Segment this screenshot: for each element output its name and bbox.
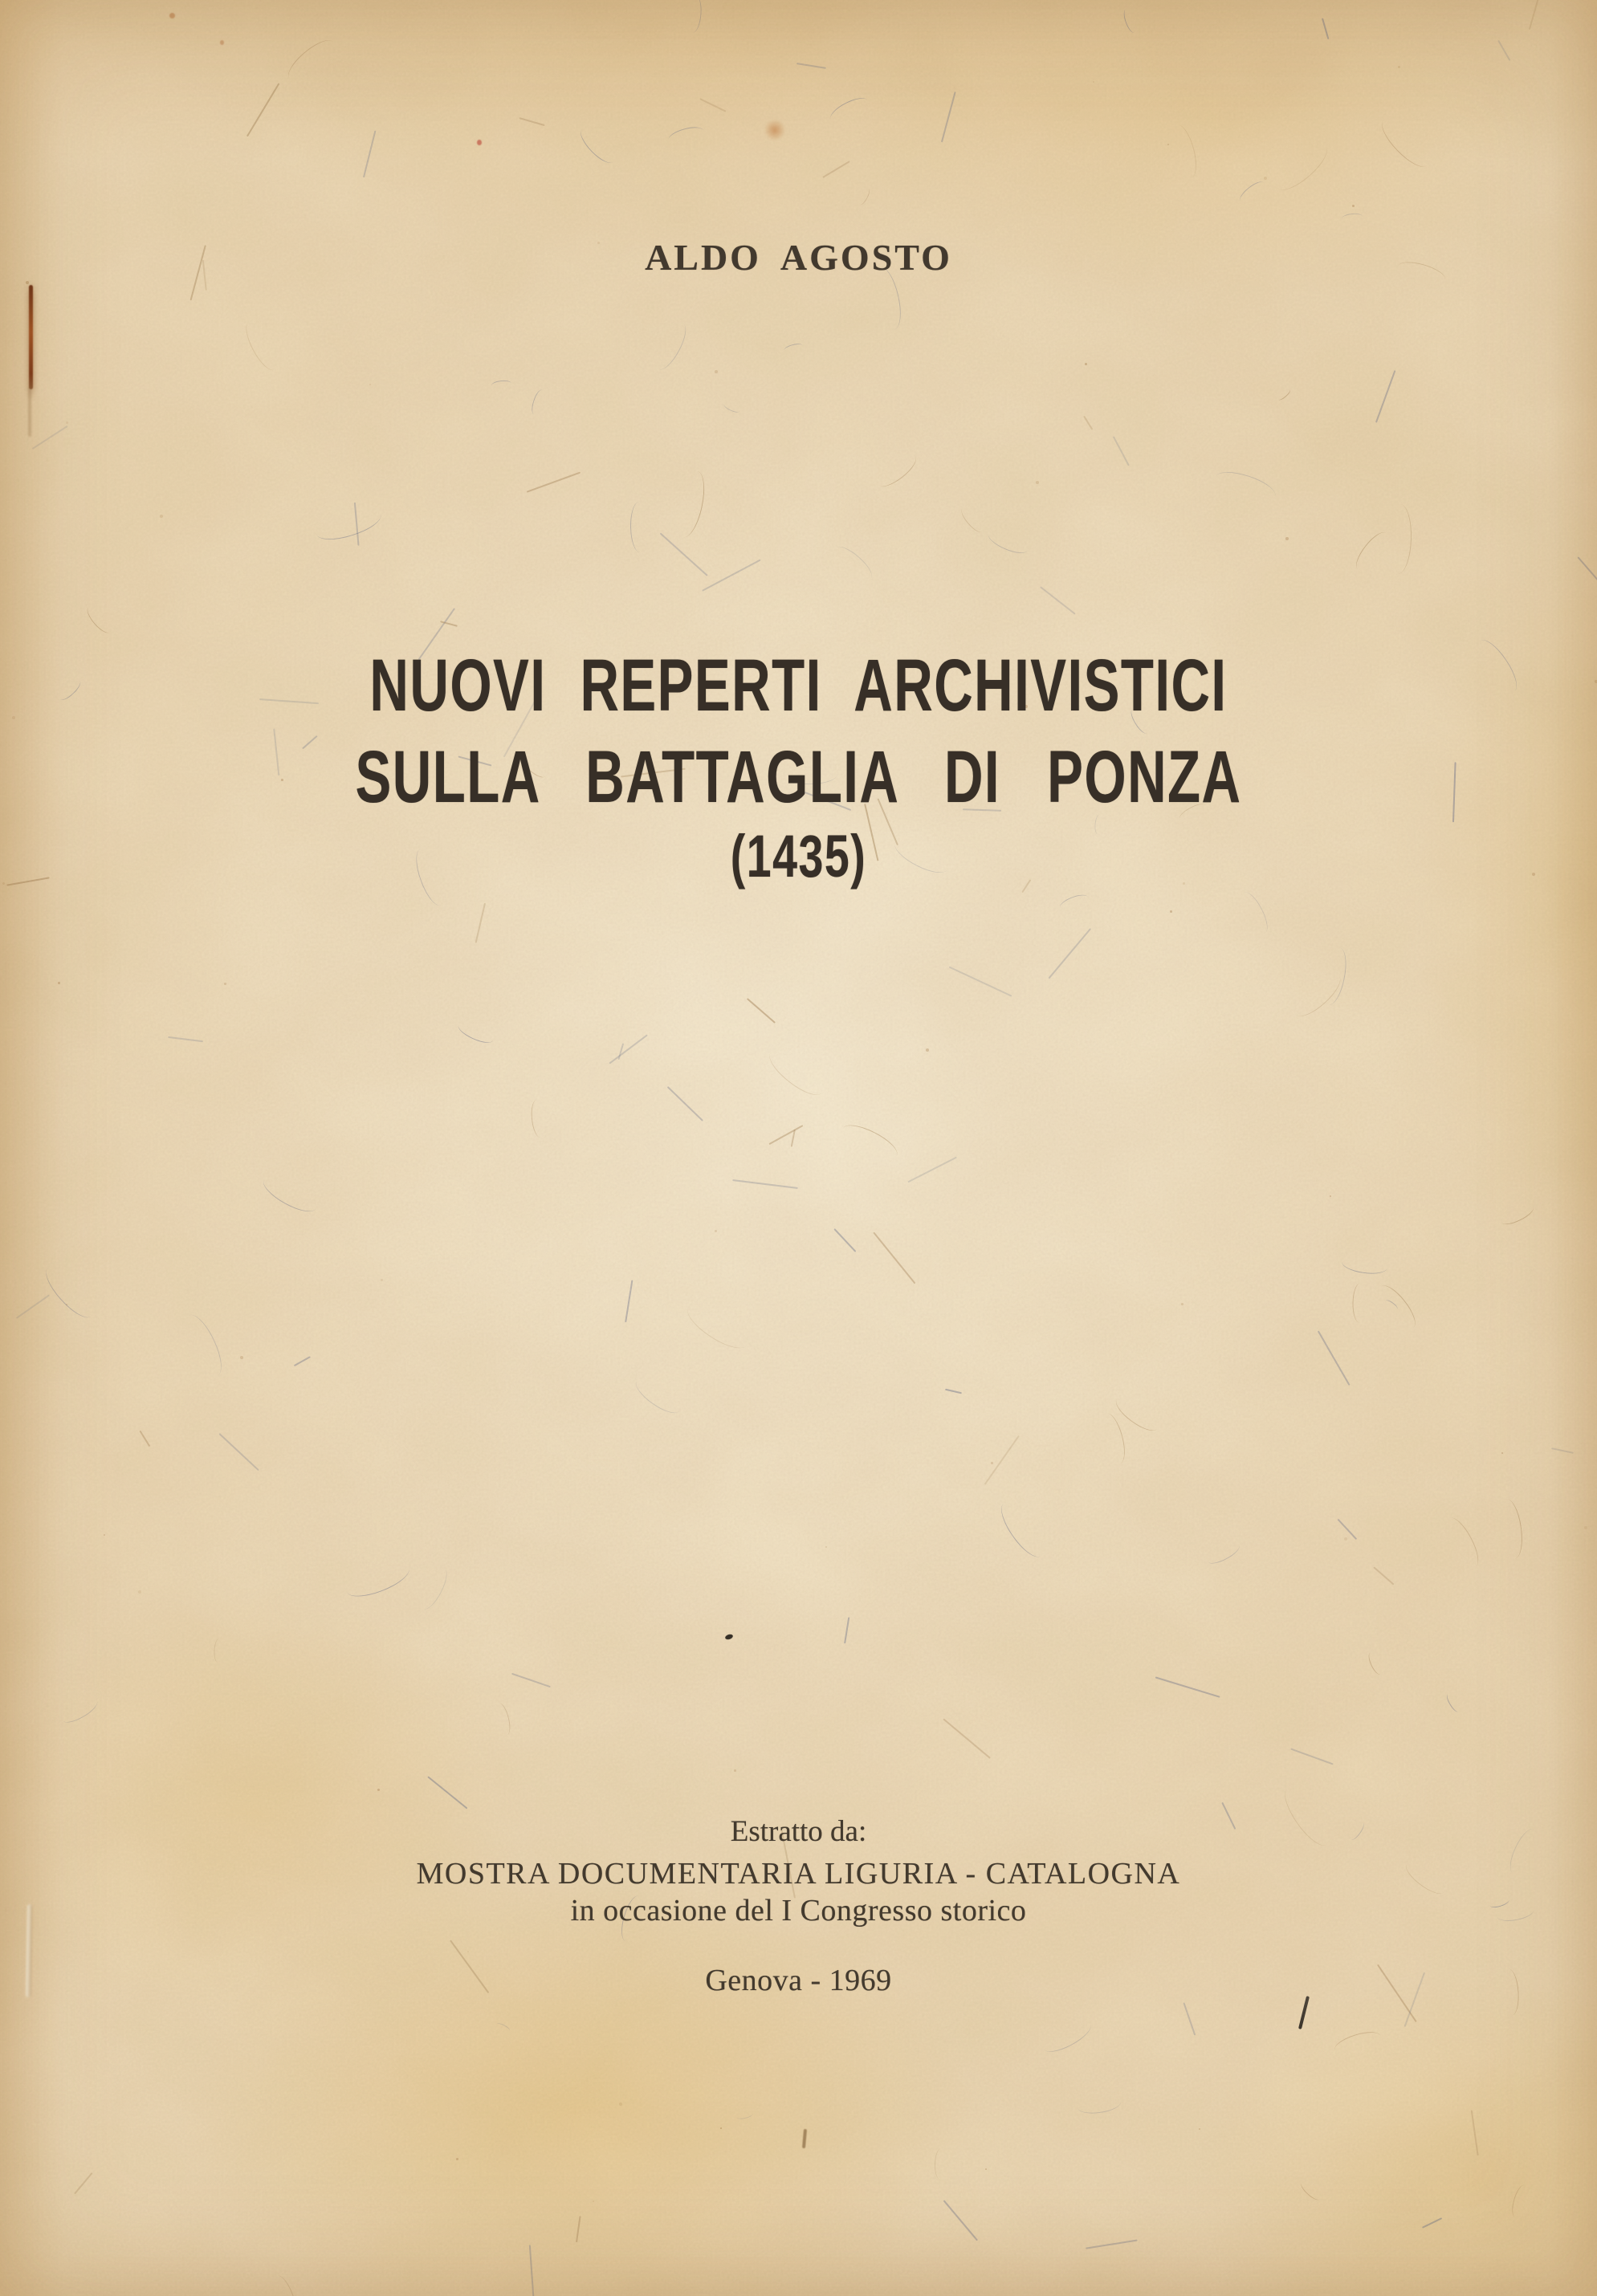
paper-fiber: [1039, 2016, 1095, 2058]
paper-fiber: [874, 450, 921, 492]
paper-fiber: [1385, 503, 1412, 574]
paper-fiber: [732, 1179, 798, 1189]
paper-speck: [138, 1590, 141, 1594]
paper-fiber: [440, 621, 458, 626]
paper-fiber: [941, 92, 955, 142]
paper-fiber: [529, 2245, 535, 2296]
paper-fiber: [791, 1130, 796, 1147]
paper-fiber: [625, 1280, 634, 1322]
paper-fiber: [943, 2200, 978, 2241]
paper-fiber: [1155, 1677, 1220, 1698]
title-year: (1435): [730, 823, 867, 889]
paper-fiber: [1212, 466, 1279, 507]
paper-fiber: [1298, 2179, 1323, 2203]
main-title: [216, 640, 1382, 823]
paper-speck: [593, 2200, 594, 2202]
paper-speck: [1501, 1452, 1503, 1454]
paper-fiber: [834, 1228, 857, 1252]
rust-speck: [220, 40, 224, 45]
paper-fiber: [629, 502, 649, 552]
paper-speck: [12, 716, 15, 719]
paper-fiber: [723, 401, 740, 414]
paper-fiber: [830, 542, 877, 585]
paper-fiber: [907, 1157, 956, 1183]
paper-fiber: [511, 1673, 551, 1687]
paper-fiber: [1374, 1566, 1395, 1585]
paper-speck: [456, 2158, 458, 2160]
paper-fiber: [6, 877, 49, 885]
paper-fiber: [1290, 1748, 1333, 1765]
paper-fiber: [576, 124, 619, 168]
paper-speck: [1181, 1303, 1183, 1305]
red-ink-speck: [477, 140, 482, 145]
paper-fiber: [259, 1170, 321, 1218]
paper-fiber: [1452, 762, 1456, 822]
staple-indent-top: [28, 387, 31, 437]
paper-fiber: [1049, 928, 1091, 979]
paper-fiber: [651, 320, 691, 373]
paper-fiber: [342, 1557, 413, 1603]
paper-fiber: [1167, 122, 1201, 180]
paper-fiber: [1351, 528, 1393, 575]
paper-fiber: [1183, 2002, 1196, 2035]
paper-speck: [926, 1048, 929, 1052]
paper-fiber: [984, 1435, 1020, 1485]
paper-speck: [369, 384, 371, 385]
paper-fiber: [294, 1357, 311, 1367]
paper-fiber: [699, 98, 726, 112]
paper-fiber: [1083, 416, 1093, 430]
paper-fiber: [822, 161, 849, 177]
paper-speck: [1093, 81, 1094, 83]
paper-fiber: [857, 186, 871, 206]
paper-fiber: [1472, 634, 1524, 697]
paper-fiber: [39, 1260, 100, 1325]
paper-fiber: [1509, 2184, 1531, 2220]
pen-stroke-mark: [1298, 1996, 1310, 2029]
paper-fiber: [1342, 213, 1363, 223]
paper-fiber: [140, 1431, 151, 1447]
paper-fiber: [631, 1374, 685, 1419]
paper-fiber: [994, 1496, 1050, 1562]
paper-fiber: [783, 342, 804, 354]
paper-fiber: [609, 1034, 647, 1064]
paper-speck: [240, 1356, 243, 1359]
paper-fiber: [218, 1433, 259, 1471]
paper-fiber: [283, 34, 340, 87]
paper-speck: [1352, 205, 1355, 207]
paper-fiber: [681, 1297, 753, 1356]
rust-speck: [169, 13, 175, 18]
paper-fiber: [1496, 1497, 1526, 1560]
paper-fiber: [246, 83, 279, 136]
staple-rust-mark-top: [29, 285, 33, 389]
paper-speck: [825, 1546, 827, 1548]
paper-speck: [1036, 481, 1039, 484]
paper-speck: [104, 1534, 105, 1536]
paper-fiber: [519, 117, 544, 126]
paper-fiber: [354, 503, 359, 546]
paper-fiber: [764, 1044, 829, 1102]
paper-speck: [1330, 1195, 1331, 1197]
paper-speck: [619, 2103, 622, 2106]
paper-fiber: [1529, 0, 1542, 30]
paper-speck: [1398, 66, 1400, 68]
paper-speck: [985, 2168, 987, 2170]
paper-fiber: [530, 1099, 548, 1138]
paper-fiber: [1422, 2217, 1442, 2228]
paper-fiber: [769, 1125, 804, 1145]
paper-fiber: [672, 469, 710, 539]
imprint-place-year: Genova - 1969: [705, 1964, 892, 1997]
paper-speck: [381, 1279, 383, 1281]
paper-fiber: [84, 603, 115, 636]
paper-fiber: [686, 0, 703, 33]
paper-fiber: [796, 63, 826, 68]
paper-fiber: [1058, 892, 1090, 913]
paper-fiber: [178, 1310, 228, 1381]
paper-fiber: [529, 389, 546, 416]
paper-speck: [1285, 537, 1289, 540]
paper-fiber: [1551, 1447, 1574, 1453]
paper-speck: [1085, 363, 1087, 365]
paper-fiber: [660, 533, 708, 576]
paper-fiber: [667, 1086, 703, 1122]
paper-fiber: [1040, 586, 1075, 614]
paper-fiber: [949, 967, 1012, 997]
paper-fiber: [1205, 1540, 1242, 1568]
paper-fiber: [1122, 7, 1139, 34]
paper-speck: [467, 1951, 469, 1952]
paper-fiber: [1318, 946, 1350, 1007]
paper-fiber: [312, 503, 384, 545]
paper-fiber: [475, 903, 486, 943]
paper-fiber: [1097, 1411, 1129, 1467]
paper-fiber: [874, 1231, 916, 1284]
paper-fiber: [576, 2216, 581, 2242]
paper-fiber: [1440, 1513, 1484, 1572]
dark-fiber-mark: [802, 2129, 807, 2148]
paper-fiber: [428, 1776, 468, 1809]
paper-fiber: [267, 2273, 302, 2296]
paper-fiber: [1498, 40, 1511, 61]
paper-fiber: [1318, 1331, 1350, 1386]
paper-speck: [224, 983, 226, 985]
imprint-exhibition: MOSTRA DOCUMENTARIA LIGURIA - CATALOGNA: [416, 1857, 1181, 1891]
paper-fiber: [1237, 889, 1272, 937]
paper-speck: [58, 982, 60, 984]
title-line-2: SULLA BATTAGLIA DI PONZA: [355, 736, 1242, 818]
paper-fiber: [491, 380, 512, 390]
paper-fiber: [240, 317, 283, 375]
paper-fiber: [1577, 557, 1597, 604]
paper-fiber: [493, 1702, 512, 1736]
paper-fiber: [1375, 112, 1435, 173]
paper-fiber: [1332, 2028, 1383, 2059]
paper-fiber: [1499, 1201, 1537, 1228]
paper-fiber: [1289, 969, 1346, 1023]
paper-fiber: [363, 130, 376, 177]
paper-speck: [1584, 1526, 1587, 1529]
paper-fiber: [844, 1617, 849, 1643]
paper-fiber: [495, 2021, 511, 2034]
paper-speck: [160, 515, 163, 518]
paper-speck: [720, 2127, 722, 2129]
paper-fiber: [702, 560, 760, 592]
paper-fiber: [943, 1719, 990, 1759]
paper-speck: [66, 1304, 67, 1305]
paper-fiber: [214, 1638, 225, 1663]
paper-fiber: [1341, 1253, 1388, 1276]
paper-fiber: [1352, 1283, 1367, 1322]
paper-fiber: [945, 1389, 962, 1394]
paper-speck: [991, 1462, 993, 1464]
paper-speck: [26, 281, 29, 284]
paper-fiber: [1077, 2094, 1122, 2115]
paper-fiber: [985, 526, 1031, 557]
paper-fiber: [618, 1043, 624, 1060]
paper-speck: [1264, 177, 1267, 180]
imprint-occasion: in occasione del I Congresso storico: [570, 1894, 1027, 1928]
paper-fiber: [667, 124, 706, 146]
paper-fiber: [416, 1564, 452, 1612]
paper-speck: [715, 370, 718, 373]
paper-fiber: [74, 2172, 92, 2194]
paper-fiber: [56, 677, 84, 703]
paper-speck: [715, 1230, 717, 1232]
paper-fiber: [1111, 1392, 1163, 1436]
paper-speck: [1344, 1537, 1347, 1541]
paper-fiber: [958, 505, 986, 535]
paper-fiber: [1237, 178, 1268, 206]
paper-speck: [1170, 910, 1172, 913]
paper-fiber: [1086, 2240, 1137, 2249]
paper-fiber: [1366, 1651, 1385, 1676]
paper-fiber: [1374, 1280, 1421, 1333]
paper-fiber: [934, 2148, 947, 2180]
paper-speck: [734, 1769, 736, 1772]
paper-speck: [2, 882, 5, 885]
paper-fiber: [1338, 1519, 1357, 1540]
paper-fiber: [59, 1695, 100, 1727]
paper-speck: [1199, 2128, 1200, 2130]
paper-speck: [377, 1789, 380, 1791]
paper-fiber: [1375, 370, 1395, 422]
paper-fiber: [827, 93, 870, 125]
paper-fiber: [32, 425, 67, 450]
title-line-1: NUOVI REPERTI ARCHIVISTICI: [369, 645, 1228, 727]
paper-fiber: [527, 472, 581, 493]
paper-fiber: [1471, 2110, 1479, 2156]
paper-speck: [1532, 873, 1535, 876]
paper-fiber: [735, 2111, 753, 2121]
paper-fiber: [1444, 1691, 1462, 1713]
paper-fiber: [16, 1295, 50, 1319]
paper-fiber: [1384, 1298, 1399, 1311]
paper-fiber: [168, 1036, 203, 1042]
rust-stain-spot: [764, 119, 785, 141]
paper-fiber: [838, 1118, 902, 1165]
paper-speck: [1167, 144, 1169, 145]
paper-fiber: [1270, 138, 1334, 197]
author-name: ALDO AGOSTO: [645, 237, 952, 278]
paper-speck: [66, 421, 68, 424]
imprint-intro: Estratto da:: [730, 1815, 867, 1848]
ink-speck: [724, 1634, 733, 1641]
paper-fiber: [747, 998, 776, 1023]
paper-fiber: [1113, 436, 1130, 466]
paper-fiber: [1277, 388, 1292, 402]
paper-fiber: [1322, 18, 1329, 39]
paper-fiber: [456, 1019, 496, 1047]
